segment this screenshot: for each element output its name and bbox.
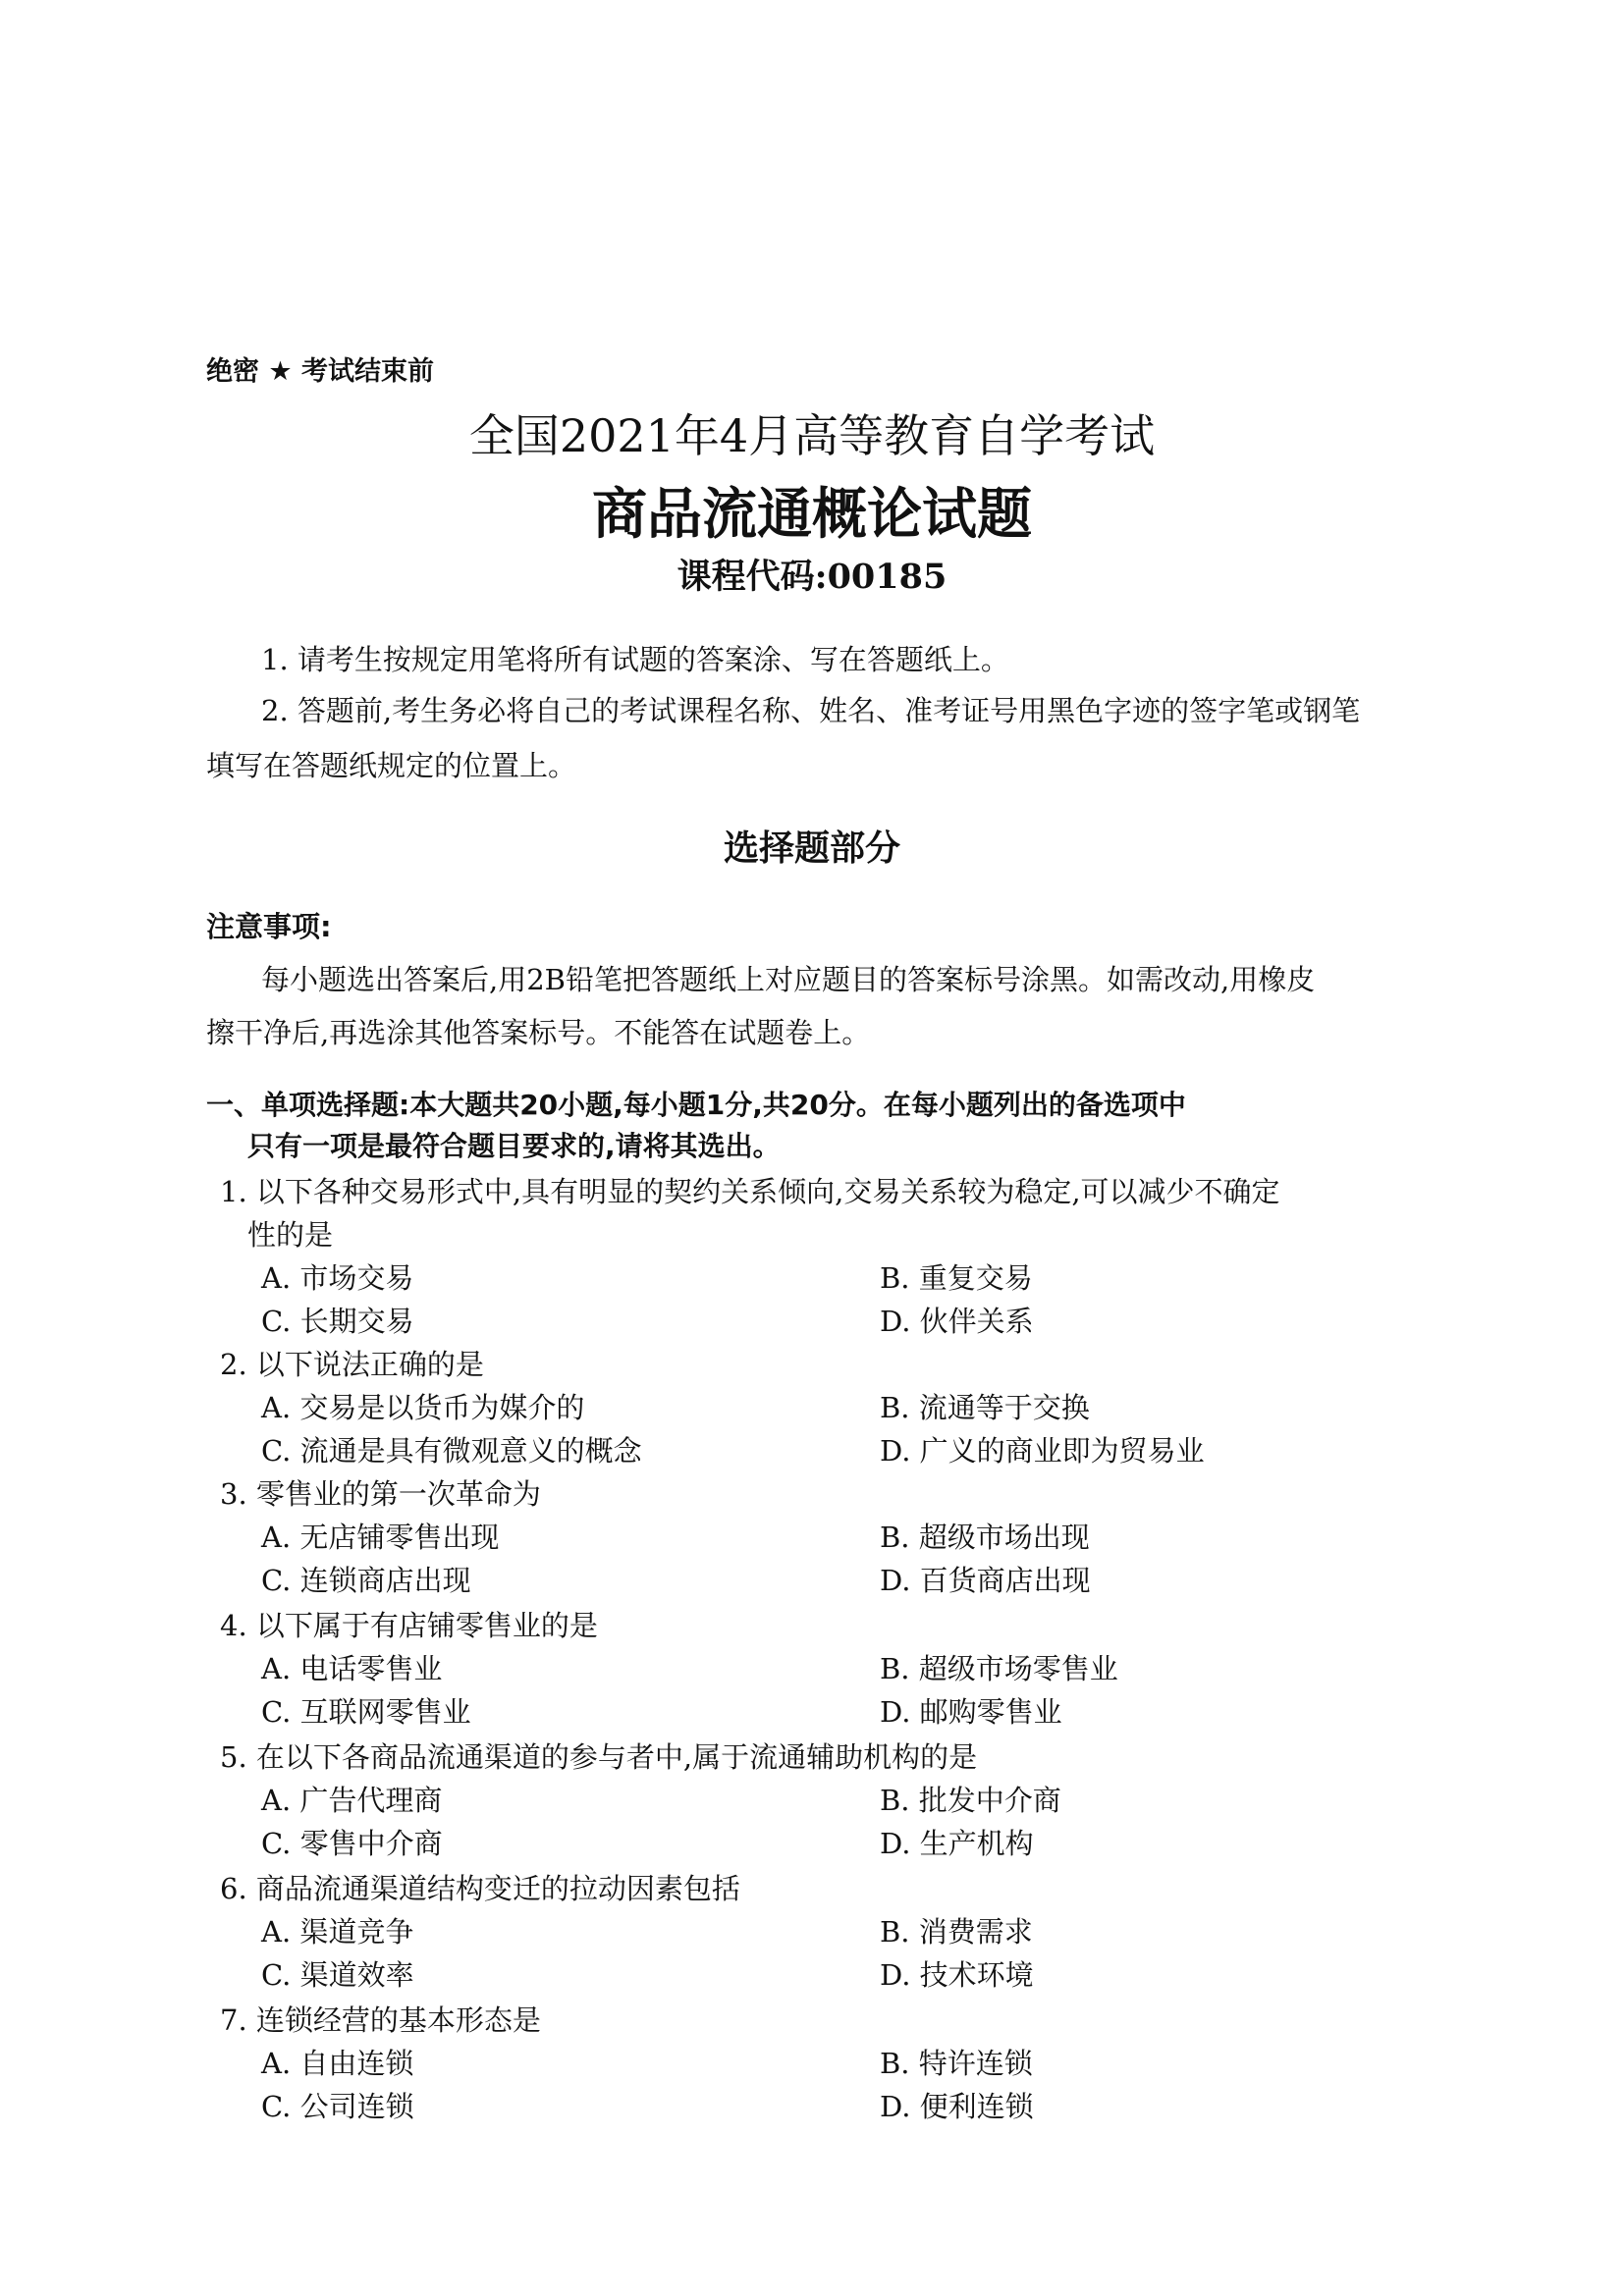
notice-title: 注意事项: (206, 910, 332, 943)
instruction-1: 1. 请考生按规定用笔将所有试题的答案涂、写在答题纸上。 (261, 643, 1009, 676)
course-code: 课程代码:00185 (677, 557, 947, 597)
exam-title: 全国2021年4月高等教育自学考试 (468, 409, 1156, 462)
question-2-option-b: B. 流通等于交换 (880, 1391, 1090, 1424)
question-2-option-d: D. 广义的商业即为贸易业 (880, 1434, 1205, 1468)
question-4-option-b: B. 超级市场零售业 (880, 1652, 1118, 1685)
question-6-stem: 6. 商品流通渠道结构变迁的拉动因素包括 (220, 1872, 740, 1905)
question-1-option-c: C. 长期交易 (261, 1305, 414, 1338)
question-4-option-c: C. 互联网零售业 (261, 1695, 471, 1729)
question-2-option-c: C. 流通是具有微观意义的概念 (261, 1434, 642, 1468)
question-7-option-a: A. 自由连锁 (261, 2047, 414, 2080)
instruction-2: 2. 答题前,考生务必将自己的考试课程名称、姓名、准考证号用黑色字迹的签字笔或钢笔 (261, 694, 1361, 727)
question-7-option-b: B. 特许连锁 (880, 2047, 1033, 2080)
part-heading: 一、单项选择题:本大题共20小题,每小题1分,共20分。在每小题列出的备选项中 (206, 1089, 1186, 1121)
question-2-stem: 2. 以下说法正确的是 (220, 1348, 484, 1381)
instruction-2-continued: 填写在答题纸规定的位置上。 (206, 749, 577, 782)
question-4-stem: 4. 以下属于有店铺零售业的是 (220, 1609, 598, 1642)
question-7-option-c: C. 公司连锁 (261, 2090, 414, 2123)
question-7-stem: 7. 连锁经营的基本形态是 (220, 2003, 541, 2037)
notice-line-1: 每小题选出答案后,用2B铅笔把答题纸上对应题目的答案标号涂黑。如需改动,用橡皮 (261, 963, 1316, 996)
question-1-option-a: A. 市场交易 (261, 1261, 414, 1295)
subject-title: 商品流通概论试题 (592, 483, 1032, 547)
section-title: 选择题部分 (723, 828, 900, 869)
question-2-option-a: A. 交易是以货币为媒介的 (261, 1391, 585, 1424)
question-3-option-a: A. 无店铺零售出现 (261, 1521, 500, 1554)
question-1-option-d: D. 伙伴关系 (880, 1305, 1034, 1338)
question-6-option-b: B. 消费需求 (880, 1915, 1033, 1949)
question-5-option-a: A. 广告代理商 (261, 1784, 443, 1817)
question-6-option-a: A. 渠道竞争 (261, 1915, 414, 1949)
part-heading-continued: 只有一项是最符合题目要求的,请将其选出。 (247, 1130, 781, 1162)
question-6-option-c: C. 渠道效率 (261, 1958, 414, 1992)
question-4-option-a: A. 电话零售业 (261, 1652, 443, 1685)
confidential-label: 绝密 ★ 考试结束前 (206, 356, 435, 387)
question-1-stem: 1. 以下各种交易形式中,具有明显的契约关系倾向,交易关系较为稳定,可以减少不确定 (220, 1175, 1280, 1208)
question-1-stem-continued: 性的是 (247, 1218, 334, 1252)
question-5-option-c: C. 零售中介商 (261, 1827, 443, 1860)
notice-line-2: 擦干净后,再选涂其他答案标号。不能答在试题卷上。 (206, 1016, 871, 1049)
question-5-option-d: D. 生产机构 (880, 1827, 1034, 1860)
question-5-stem: 5. 在以下各商品流通渠道的参与者中,属于流通辅助机构的是 (220, 1740, 978, 1774)
question-6-option-d: D. 技术环境 (880, 1958, 1034, 1992)
question-3-option-b: B. 超级市场出现 (880, 1521, 1090, 1554)
question-3-option-d: D. 百货商店出现 (880, 1564, 1091, 1597)
question-3-stem: 3. 零售业的第一次革命为 (220, 1477, 541, 1511)
question-5-option-b: B. 批发中介商 (880, 1784, 1061, 1817)
question-3-option-c: C. 连锁商店出现 (261, 1564, 471, 1597)
question-7-option-d: D. 便利连锁 (880, 2090, 1034, 2123)
question-4-option-d: D. 邮购零售业 (880, 1695, 1062, 1729)
question-1-option-b: B. 重复交易 (880, 1261, 1033, 1295)
